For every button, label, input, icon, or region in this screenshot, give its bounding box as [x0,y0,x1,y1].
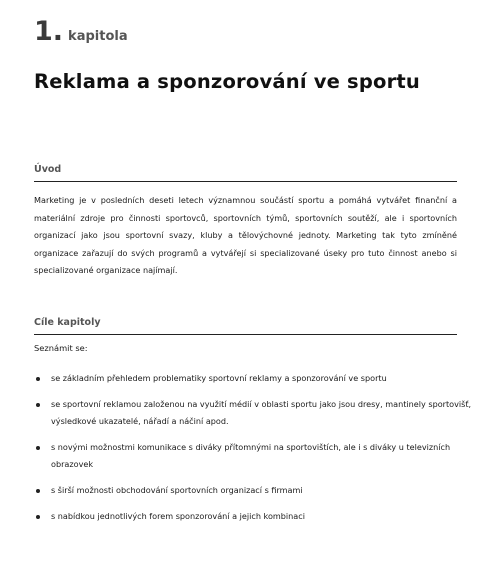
list-item-text: se základním přehledem problematiky sportovní reklamy a sponzorování ve sportu [51,373,387,383]
bullet-icon [36,489,40,493]
bullet-icon [36,403,40,407]
goals-list [34,370,474,533]
list-item-text: s novými možnostmi komunikace s diváky přítomnými na sportovištích, ale i s diváky u televizních obrazovek [51,441,451,470]
goals-lead: Seznámit se: [34,343,88,353]
list-item [34,439,474,474]
bullet-icon [36,515,40,519]
list-item-text: se sportovní reklamou založenou na využití médií v oblasti sportu jako jsou dresy, mantinely sportovišť, výsledkové ukazatelé, nářadí a náčiní apod. [51,398,472,427]
list-item [34,482,474,500]
list-item [34,370,474,388]
list-item-text: s nabídkou jednotlivých forem sponzorování a jejich kombinaci [51,510,305,521]
intro-paragraph: Marketing je v posledních deseti letech významnou součástí sportu a pomáhá vytvářet finanční a materiální zdroje pro činnosti sportovců, sportovních týmů, sportovních soutěží, ale i sportovních organizací jako jsou sportovní svazy, kluby a tělovýchovné jednoty. Marketing tak tyto zmíněné organizace zařazují do svých programů a vytvářejí si specializované úseky pro tuto činnost anebo si specializované organizace najímají. [34,195,457,276]
list-item-text: s širší možnosti obchodování sportovních organizací s firmami [51,484,303,495]
chapter-word: kapitola [68,29,128,44]
list-item [34,396,474,431]
bullet-icon [36,377,40,381]
chapter-number: 1. [34,16,64,47]
intro-heading: Úvod [34,164,457,182]
chapter-label [34,18,128,45]
list-item [34,508,474,526]
bullet-icon [36,446,40,450]
page-title: Reklama a sponzorování ve sportu [34,70,421,93]
goals-heading: Cíle kapitoly [34,317,457,335]
